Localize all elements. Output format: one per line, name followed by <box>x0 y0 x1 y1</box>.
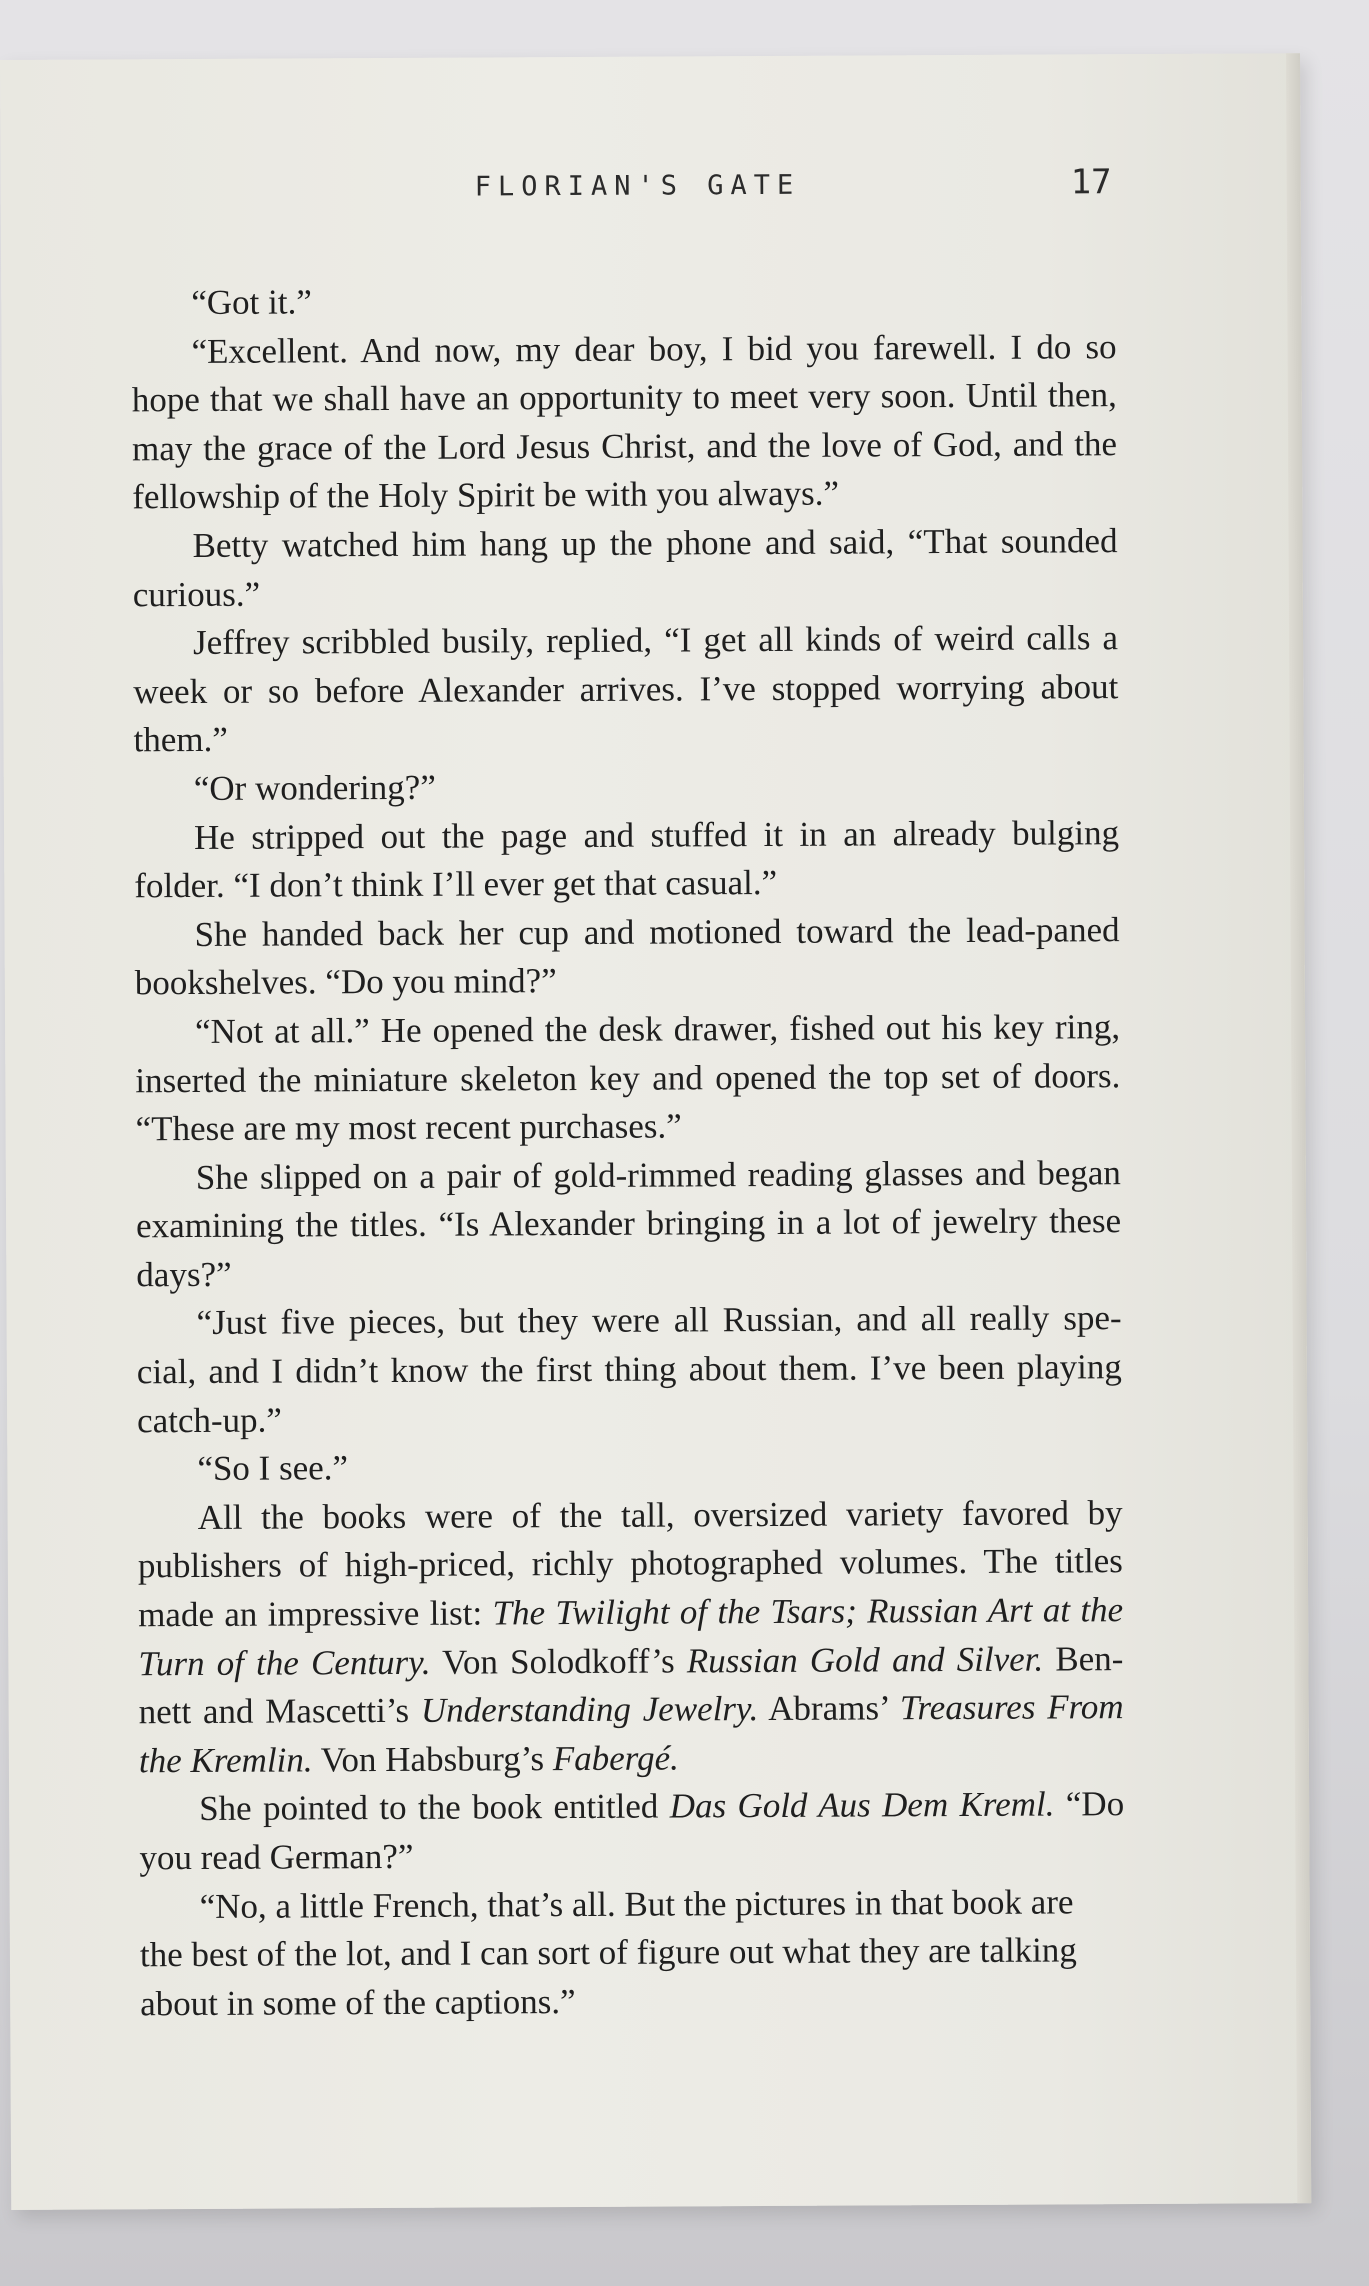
paragraph <box>136 1295 1122 1446</box>
body-text <box>131 274 1125 2029</box>
paragraph <box>140 1878 1126 2029</box>
paragraph <box>134 809 1119 911</box>
book-title-italic: Das Gold Aus Dem Kreml. <box>669 1784 1055 1826</box>
book-title-italic: The Twilight of the Tsars; Russian Art at the Turn of the Century. <box>138 1590 1124 1683</box>
text-run: Jeffrey scribbled busily, replied, “I get all kinds of weird calls a week or so before Alexander arrives. I’ve stopped worrying about them.” <box>133 618 1119 760</box>
book-title: FLORIAN'S GATE <box>474 169 801 203</box>
text-run: Von Habsburg’s <box>312 1738 553 1780</box>
text-run: “Excellent. And now, my dear boy, I bid you farewell. I do so hope that we shall have an opportunity to meet very soon. Until then, may the grace of the Lord Jesus Christ, and the love of God, and the fellowship of the Holy Spirit be with you always.” <box>131 326 1118 517</box>
book-title-italic: Fabergé. <box>552 1738 679 1778</box>
paragraph <box>135 1003 1121 1154</box>
paragraph <box>131 274 1116 328</box>
text-run: “So I see.” <box>197 1448 349 1489</box>
text-run: “No, a little French, that’s all. But the pictures in that book are the best of the lot, and I can sort of figure out what they are talking about in some of the captions.” <box>139 1881 1077 2024</box>
text-run: She slipped on a pair of gold-rimmed reading glasses and began examining the titles. “Is Alexander bringing in a lot of jewelry these days?” <box>136 1152 1122 1295</box>
page-number: 17 <box>1070 162 1112 203</box>
paragraph <box>138 1489 1125 1786</box>
text-run: All the books were of the tall, oversized variety favored by publishers of high-priced, richly photographed volumes. The titles made an impressive list: <box>137 1492 1123 1635</box>
paragraph <box>137 1440 1122 1494</box>
paragraph <box>134 760 1119 814</box>
text-run: Abrams’ <box>758 1688 900 1729</box>
text-run: “Do you read German?” <box>139 1784 1125 1878</box>
running-head <box>1 161 1301 218</box>
paragraph <box>134 906 1119 1008</box>
paragraph <box>131 323 1117 523</box>
text-run: “Not at all.” He opened the desk drawer, fished out his key ring, inserted the miniature skeleton key and opened the top set of doors. “These are my most recent purchases.” <box>135 1007 1121 1149</box>
text-run: She handed back her cup and motioned toward the lead-paned bookshelves. “Do you mind?” <box>134 909 1120 1003</box>
text-run: “Got it.” <box>191 282 312 323</box>
text-run: He stripped out the page and stuffed it in an already bulging folder. “I don’t think I’ll ever get that casual.” <box>134 812 1120 906</box>
book-title-italic: Treasures From the Kremlin. <box>138 1687 1124 1781</box>
text-run: Ben-nett and Mascetti’s <box>138 1638 1124 1732</box>
text-run: “Or wondering?” <box>193 767 436 808</box>
paragraph <box>133 614 1119 765</box>
book-page <box>0 53 1311 2210</box>
paragraph <box>132 517 1117 619</box>
text-run: Von Solodkoff’s <box>430 1641 687 1682</box>
text-run: She pointed to the book entitled <box>199 1786 670 1829</box>
paragraph <box>136 1149 1122 1300</box>
text-run: “Just five pieces, but they were all Russian, and all really spe-cial, and I didn’t know the first thing about them. I’ve been playing catch-up.” <box>136 1298 1122 1440</box>
book-title-italic: Understanding Jewelry. <box>420 1689 759 1731</box>
text-run: Betty watched him hang up the phone and said, “That sounded curious.” <box>132 521 1118 614</box>
page-edge <box>1286 53 1311 2203</box>
book-title-italic: Russian Gold and Silver. <box>686 1639 1044 1681</box>
paragraph <box>139 1781 1124 1883</box>
